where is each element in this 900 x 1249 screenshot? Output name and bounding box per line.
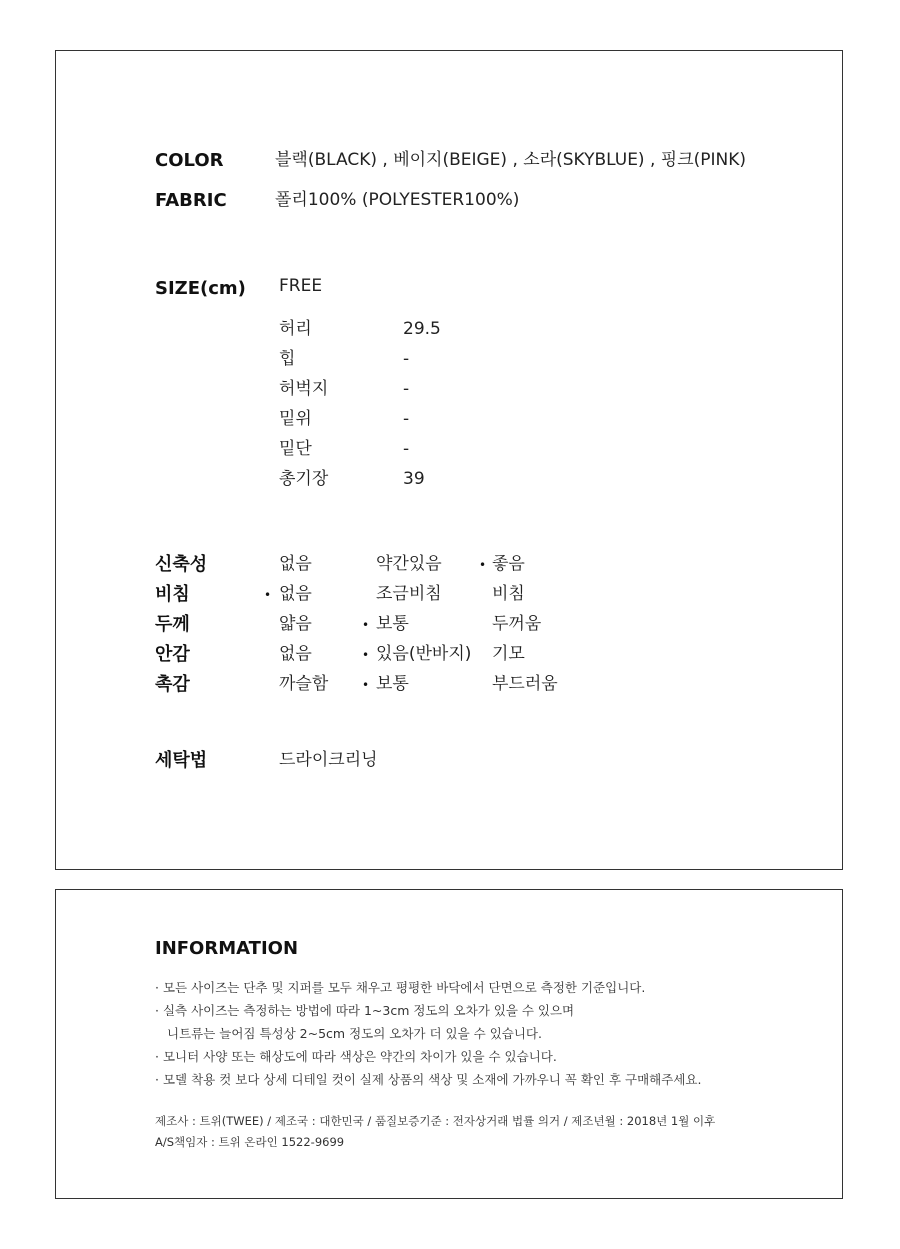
wash-value: 드라이크리닝 bbox=[279, 750, 378, 770]
attribute-option-selected: 없음 bbox=[279, 584, 312, 604]
info-line: · 모델 착용 컷 보다 상세 디테일 컷이 실제 상품의 색상 및 소재에 가까우니 꼭 확인 후 구매해주세요. bbox=[155, 1072, 702, 1087]
manufacturer-info: 제조사 : 트위(TWEE) / 제조국 : 대한민국 / 품질보증기준 : 전자상거래 법률 의거 / 제조년월 : 2018년 1월 이후 bbox=[155, 1114, 716, 1128]
attribute-option-selected: 있음(반바지) bbox=[376, 644, 472, 664]
info-line: 니트류는 늘어짐 특성상 2~5cm 정도의 오차가 더 있을 수 있습니다. bbox=[167, 1026, 542, 1041]
attribute-label: 비침 bbox=[155, 584, 190, 605]
attribute-option-selected: 보통 bbox=[376, 614, 409, 634]
measurement-value: 39 bbox=[403, 469, 425, 489]
selected-bullet-icon: • bbox=[362, 648, 370, 662]
info-line: · 모니터 사양 또는 해상도에 따라 색상은 약간의 차이가 있을 수 있습니다. bbox=[155, 1049, 557, 1064]
selected-bullet-icon: • bbox=[362, 618, 370, 632]
color-value: 블랙(BLACK) , 베이지(BEIGE) , 소라(SKYBLUE) , 핑크(PINK) bbox=[275, 150, 747, 170]
attribute-option: 두꺼움 bbox=[492, 614, 542, 634]
attribute-option-selected: 좋음 bbox=[492, 554, 525, 574]
measurement-name: 허벅지 bbox=[279, 379, 329, 399]
info-line: · 실측 사이즈는 측정하는 방법에 따라 1~3cm 정도의 오차가 있을 수 있으며 bbox=[155, 1003, 575, 1018]
as-contact-info: A/S책임자 : 트위 온라인 1522-9699 bbox=[155, 1135, 345, 1149]
measurement-name: 힙 bbox=[279, 349, 296, 369]
measurement-value: 29.5 bbox=[403, 319, 441, 339]
attribute-option: 없음 bbox=[279, 644, 312, 664]
selected-bullet-icon: • bbox=[479, 558, 487, 572]
attribute-label: 안감 bbox=[155, 644, 190, 665]
product-spec-panel bbox=[55, 50, 843, 870]
measurement-value: - bbox=[403, 379, 410, 399]
measurement-value: - bbox=[403, 439, 410, 459]
size-value: FREE bbox=[279, 276, 323, 296]
fabric-value: 폴리100% (POLYESTER100%) bbox=[275, 190, 520, 210]
information-panel bbox=[55, 889, 843, 1199]
selected-bullet-icon: • bbox=[264, 588, 272, 602]
wash-label: 세탁법 bbox=[155, 750, 208, 771]
attribute-label: 두께 bbox=[155, 614, 190, 635]
attribute-option: 조금비침 bbox=[376, 584, 442, 604]
attribute-option: 얇음 bbox=[279, 614, 312, 634]
color-label: COLOR bbox=[155, 150, 224, 171]
measurement-name: 밑단 bbox=[279, 439, 312, 459]
attribute-label: 신축성 bbox=[155, 554, 208, 575]
attribute-option: 까슬함 bbox=[279, 674, 329, 694]
measurement-value: - bbox=[403, 409, 410, 429]
selected-bullet-icon: • bbox=[362, 678, 370, 692]
attribute-option: 비침 bbox=[492, 584, 525, 604]
measurement-name: 허리 bbox=[279, 319, 312, 339]
fabric-label: FABRIC bbox=[155, 190, 227, 211]
attribute-option: 부드러움 bbox=[492, 674, 558, 694]
attribute-option-selected: 보통 bbox=[376, 674, 409, 694]
size-label: SIZE(cm) bbox=[155, 278, 246, 299]
attribute-label: 촉감 bbox=[155, 674, 190, 695]
measurement-value: - bbox=[403, 349, 410, 369]
measurement-name: 총기장 bbox=[279, 469, 329, 489]
measurement-name: 밑위 bbox=[279, 409, 312, 429]
information-title: INFORMATION bbox=[155, 938, 299, 959]
info-line: · 모든 사이즈는 단추 및 지퍼를 모두 채우고 평평한 바닥에서 단면으로 측정한 기준입니다. bbox=[155, 980, 646, 995]
attribute-option: 기모 bbox=[492, 644, 525, 664]
attribute-option: 없음 bbox=[279, 554, 312, 574]
attribute-option: 약간있음 bbox=[376, 554, 442, 574]
